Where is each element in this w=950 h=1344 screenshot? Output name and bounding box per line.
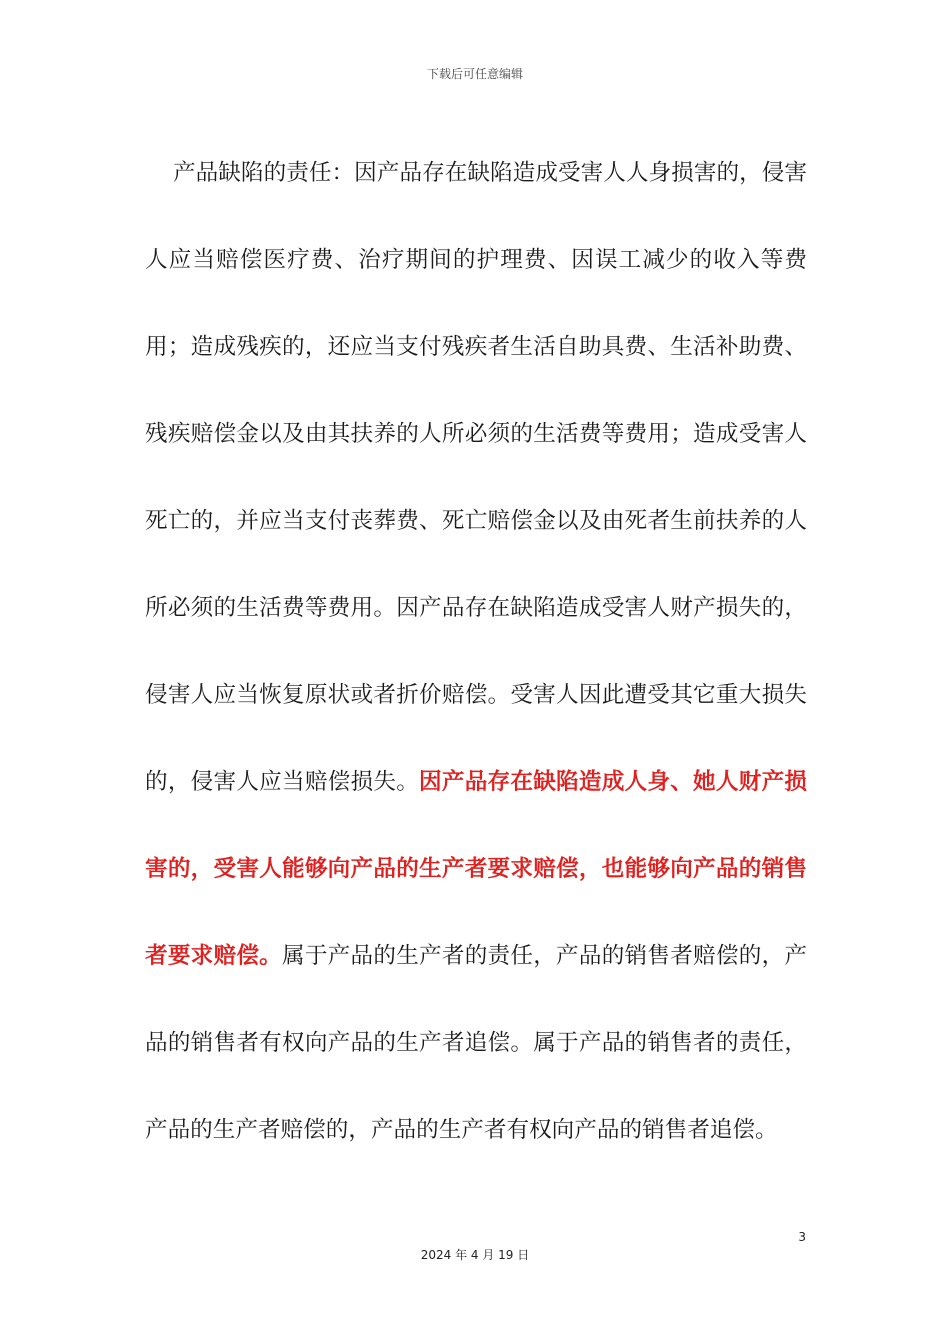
page-header: 下载后可任意编辑 — [426, 67, 523, 81]
paragraph-text-continued: 属于产品的生产者的责任，产品的销售者赔偿的，产品的销售者有权向产品的生产者追偿。属于产品的销售者的责任，产品的生产者赔偿的，产品的生产者有权向产品的销售者追偿。 — [145, 943, 807, 1143]
paragraph-text: 产品缺陷的责任：因产品存在缺陷造成受害人人身损害的，侵害人应当赔偿医疗费、治疗期间的护理费、因误工减少的收入等费用；造成残疾的，还应当支付残疾者生活自助具费、生活补助费、残疾赔偿金以及由其扶养的人所必须的生活费等费用；造成受害人死亡的，并应当支付丧葬费、死亡赔偿金以及由死者生前扶养的人所必须的生活费等费用。因产品存在缺陷造成受害人财产损失的，侵害人应当恢复原状或者折价赔偿。受害人因此遭受其它重大损失的，侵害人应当赔偿损失。 — [145, 160, 807, 795]
page-number: 3 — [798, 1230, 806, 1244]
page-footer-date: 2024 年 4 月 19 日 — [420, 1248, 530, 1262]
body-paragraph — [145, 130, 807, 1174]
paragraph-emphasis-text: 因产品存在缺陷造成人身、她人财产损害的，受害人能够向产品的生产者要求赔偿，也能够向产品的销售者要求赔偿。 — [145, 769, 807, 969]
